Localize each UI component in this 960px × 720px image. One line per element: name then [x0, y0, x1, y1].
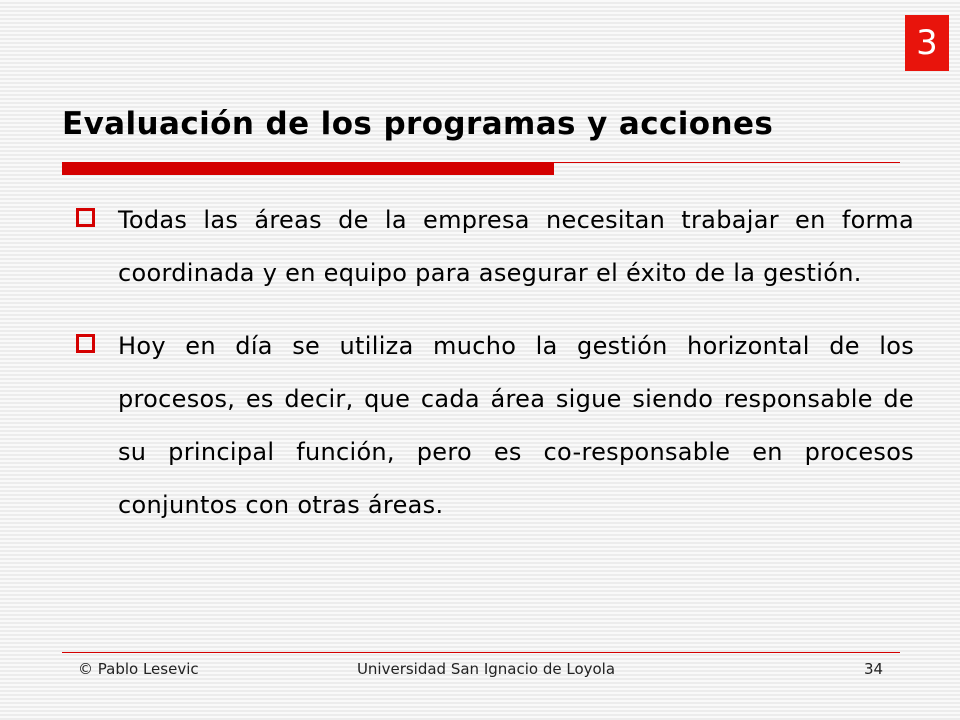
footer-divider [62, 652, 900, 653]
footer-author: © Pablo Lesevic [78, 660, 199, 678]
bullet-text: Todas las áreas de la empresa necesitan trabajar en forma coordinada y en equipo para asegurar el éxito de la gestión. [118, 206, 914, 287]
hollow-square-bullet-icon [76, 208, 95, 227]
footer-institution: Universidad San Ignacio de Loyola [356, 660, 616, 678]
footer-page-number: 34 [864, 660, 884, 678]
hollow-square-bullet-icon [76, 334, 95, 353]
bullet-list [72, 194, 914, 552]
bullet-item [72, 320, 914, 532]
section-number-badge: 3 [905, 15, 949, 71]
slide-title: Evaluación de los programas y acciones [62, 106, 774, 142]
title-underline-thick [62, 162, 554, 175]
bullet-text: Hoy en día se utiliza mucho la gestión horizontal de los procesos, es decir, que cada área sigue siendo responsable de su principal función, pero es co-responsable en procesos conjuntos con otras áreas. [118, 332, 914, 519]
bullet-item [72, 194, 914, 300]
title-underline-thin [554, 162, 900, 163]
